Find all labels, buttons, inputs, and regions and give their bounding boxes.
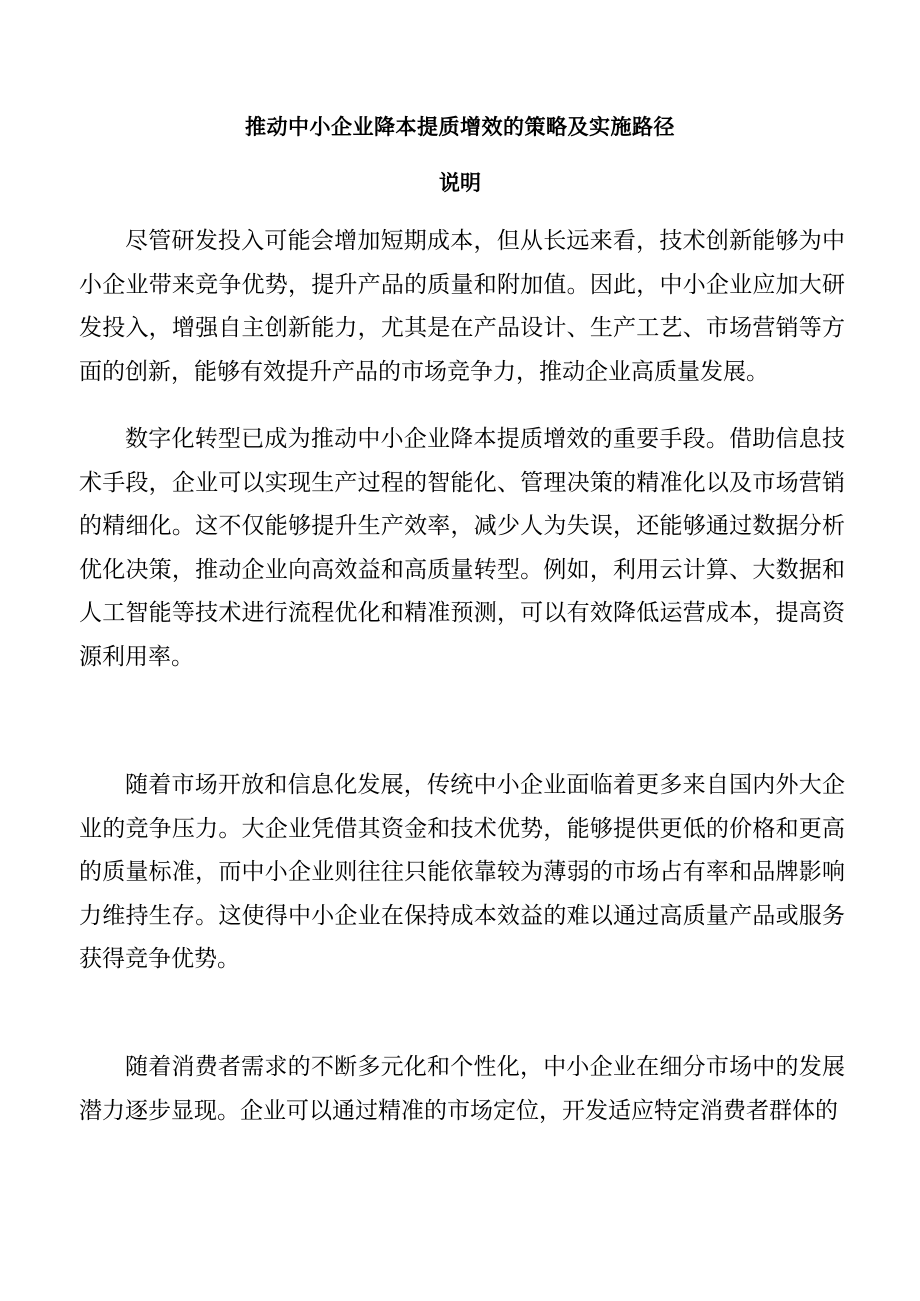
document-title: 推动中小企业降本提质增效的策略及实施路径 — [245, 114, 675, 139]
paragraph: 随着市场开放和信息化发展，传统中小企业面临着更多来自国内外大企业的竞争压力。大企业凭借其资金和技术优势，能够提供更低的价格和更高的质量标准，而中小企业则往往只能依靠较为薄弱的市场占有率和品牌影响力维持生存。这使得中小企业在保持成本效益的难以通过高质量产品或服务获得竞争优势。 — [79, 772, 845, 972]
paragraph: 数字化转型已成为推动中小企业降本提质增效的重要手段。借助信息技术手段，企业可以实现生产过程的智能化、管理决策的精准化以及市场营销的精细化。这不仅能够提升生产效率，减少人为失误，还能够通过数据分析优化决策，推动企业向高效益和高质量转型。例如，利用云计算、大数据和人工智能等技术进行流程优化和精准预测，可以有效降低运营成本，提高资源利用率。 — [79, 426, 845, 670]
paragraph: 尽管研发投入可能会增加短期成本，但从长远来看，技术创新能够为中小企业带来竞争优势，提升产品的质量和附加值。因此，中小企业应加大研发投入，增强自主创新能力，尤其是在产品设计、生产工艺、市场营销等方面的创新，能够有效提升产品的市场竞争力，推动企业高质量发展。 — [79, 228, 845, 385]
paragraph: 随着消费者需求的不断多元化和个性化，中小企业在细分市场中的发展潜力逐步显现。企业可以通过精准的市场定位，开发适应特定消费者群体的 — [79, 1054, 845, 1124]
section-heading: 说明 — [439, 170, 481, 195]
